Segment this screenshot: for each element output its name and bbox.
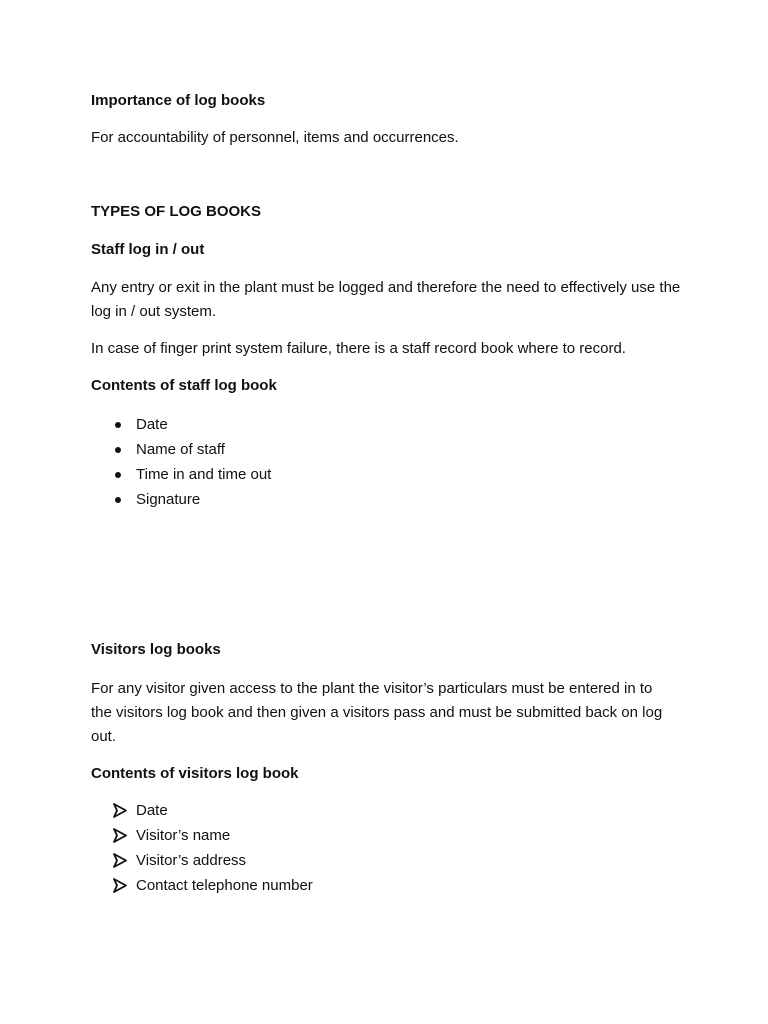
importance-text: For accountability of personnel, items and occurrences. bbox=[91, 129, 459, 146]
list-item-label: Name of staff bbox=[136, 441, 225, 458]
arrowhead-bullet-icon bbox=[111, 823, 129, 848]
staff-paragraph-1: Any entry or exit in the plant must be logged and therefore the need to effectively use the log in / out system. bbox=[91, 279, 681, 320]
heading-visitors: Visitors log books bbox=[91, 641, 221, 658]
heading-visitors-contents: Contents of visitors log book bbox=[91, 765, 299, 782]
arrowhead-bullet-icon bbox=[111, 798, 129, 823]
list-item-label: Contact telephone number bbox=[136, 877, 313, 894]
staff-contents-list bbox=[91, 412, 271, 512]
list-item-label: Visitor’s name bbox=[136, 827, 231, 844]
heading-staff-contents: Contents of staff log book bbox=[91, 377, 277, 394]
list-item-label: Time in and time out bbox=[136, 466, 272, 483]
list-item-label: Signature bbox=[136, 491, 201, 508]
heading-staff-log: Staff log in / out bbox=[91, 241, 205, 258]
list-item-label: Date bbox=[136, 416, 168, 433]
visitors-contents-list bbox=[91, 798, 313, 898]
list-item bbox=[91, 823, 313, 848]
list-item bbox=[91, 462, 271, 487]
list-item bbox=[91, 437, 271, 462]
arrowhead-bullet-icon bbox=[111, 848, 129, 873]
arrowhead-bullet-icon bbox=[111, 873, 129, 898]
list-item bbox=[91, 873, 313, 898]
heading-importance: Importance of log books bbox=[91, 92, 266, 109]
list-item bbox=[91, 798, 313, 823]
visitors-paragraph: For any visitor given access to the plant the visitor’s particulars must be entered in to the visitors log book and then given a visitors pass and must be submitted back on log out. bbox=[91, 680, 663, 745]
heading-types: TYPES OF LOG BOOKS bbox=[91, 203, 262, 220]
staff-paragraph-2: In case of finger print system failure, there is a staff record book where to record. bbox=[91, 340, 626, 357]
list-item-label: Date bbox=[136, 802, 168, 819]
list-item-label: Visitor’s address bbox=[136, 852, 247, 869]
list-item bbox=[91, 848, 313, 873]
bullet-icon bbox=[115, 447, 121, 453]
bullet-icon bbox=[115, 497, 121, 503]
bullet-icon bbox=[115, 422, 121, 428]
bullet-icon bbox=[115, 472, 121, 478]
list-item bbox=[91, 412, 271, 437]
list-item bbox=[91, 487, 271, 512]
